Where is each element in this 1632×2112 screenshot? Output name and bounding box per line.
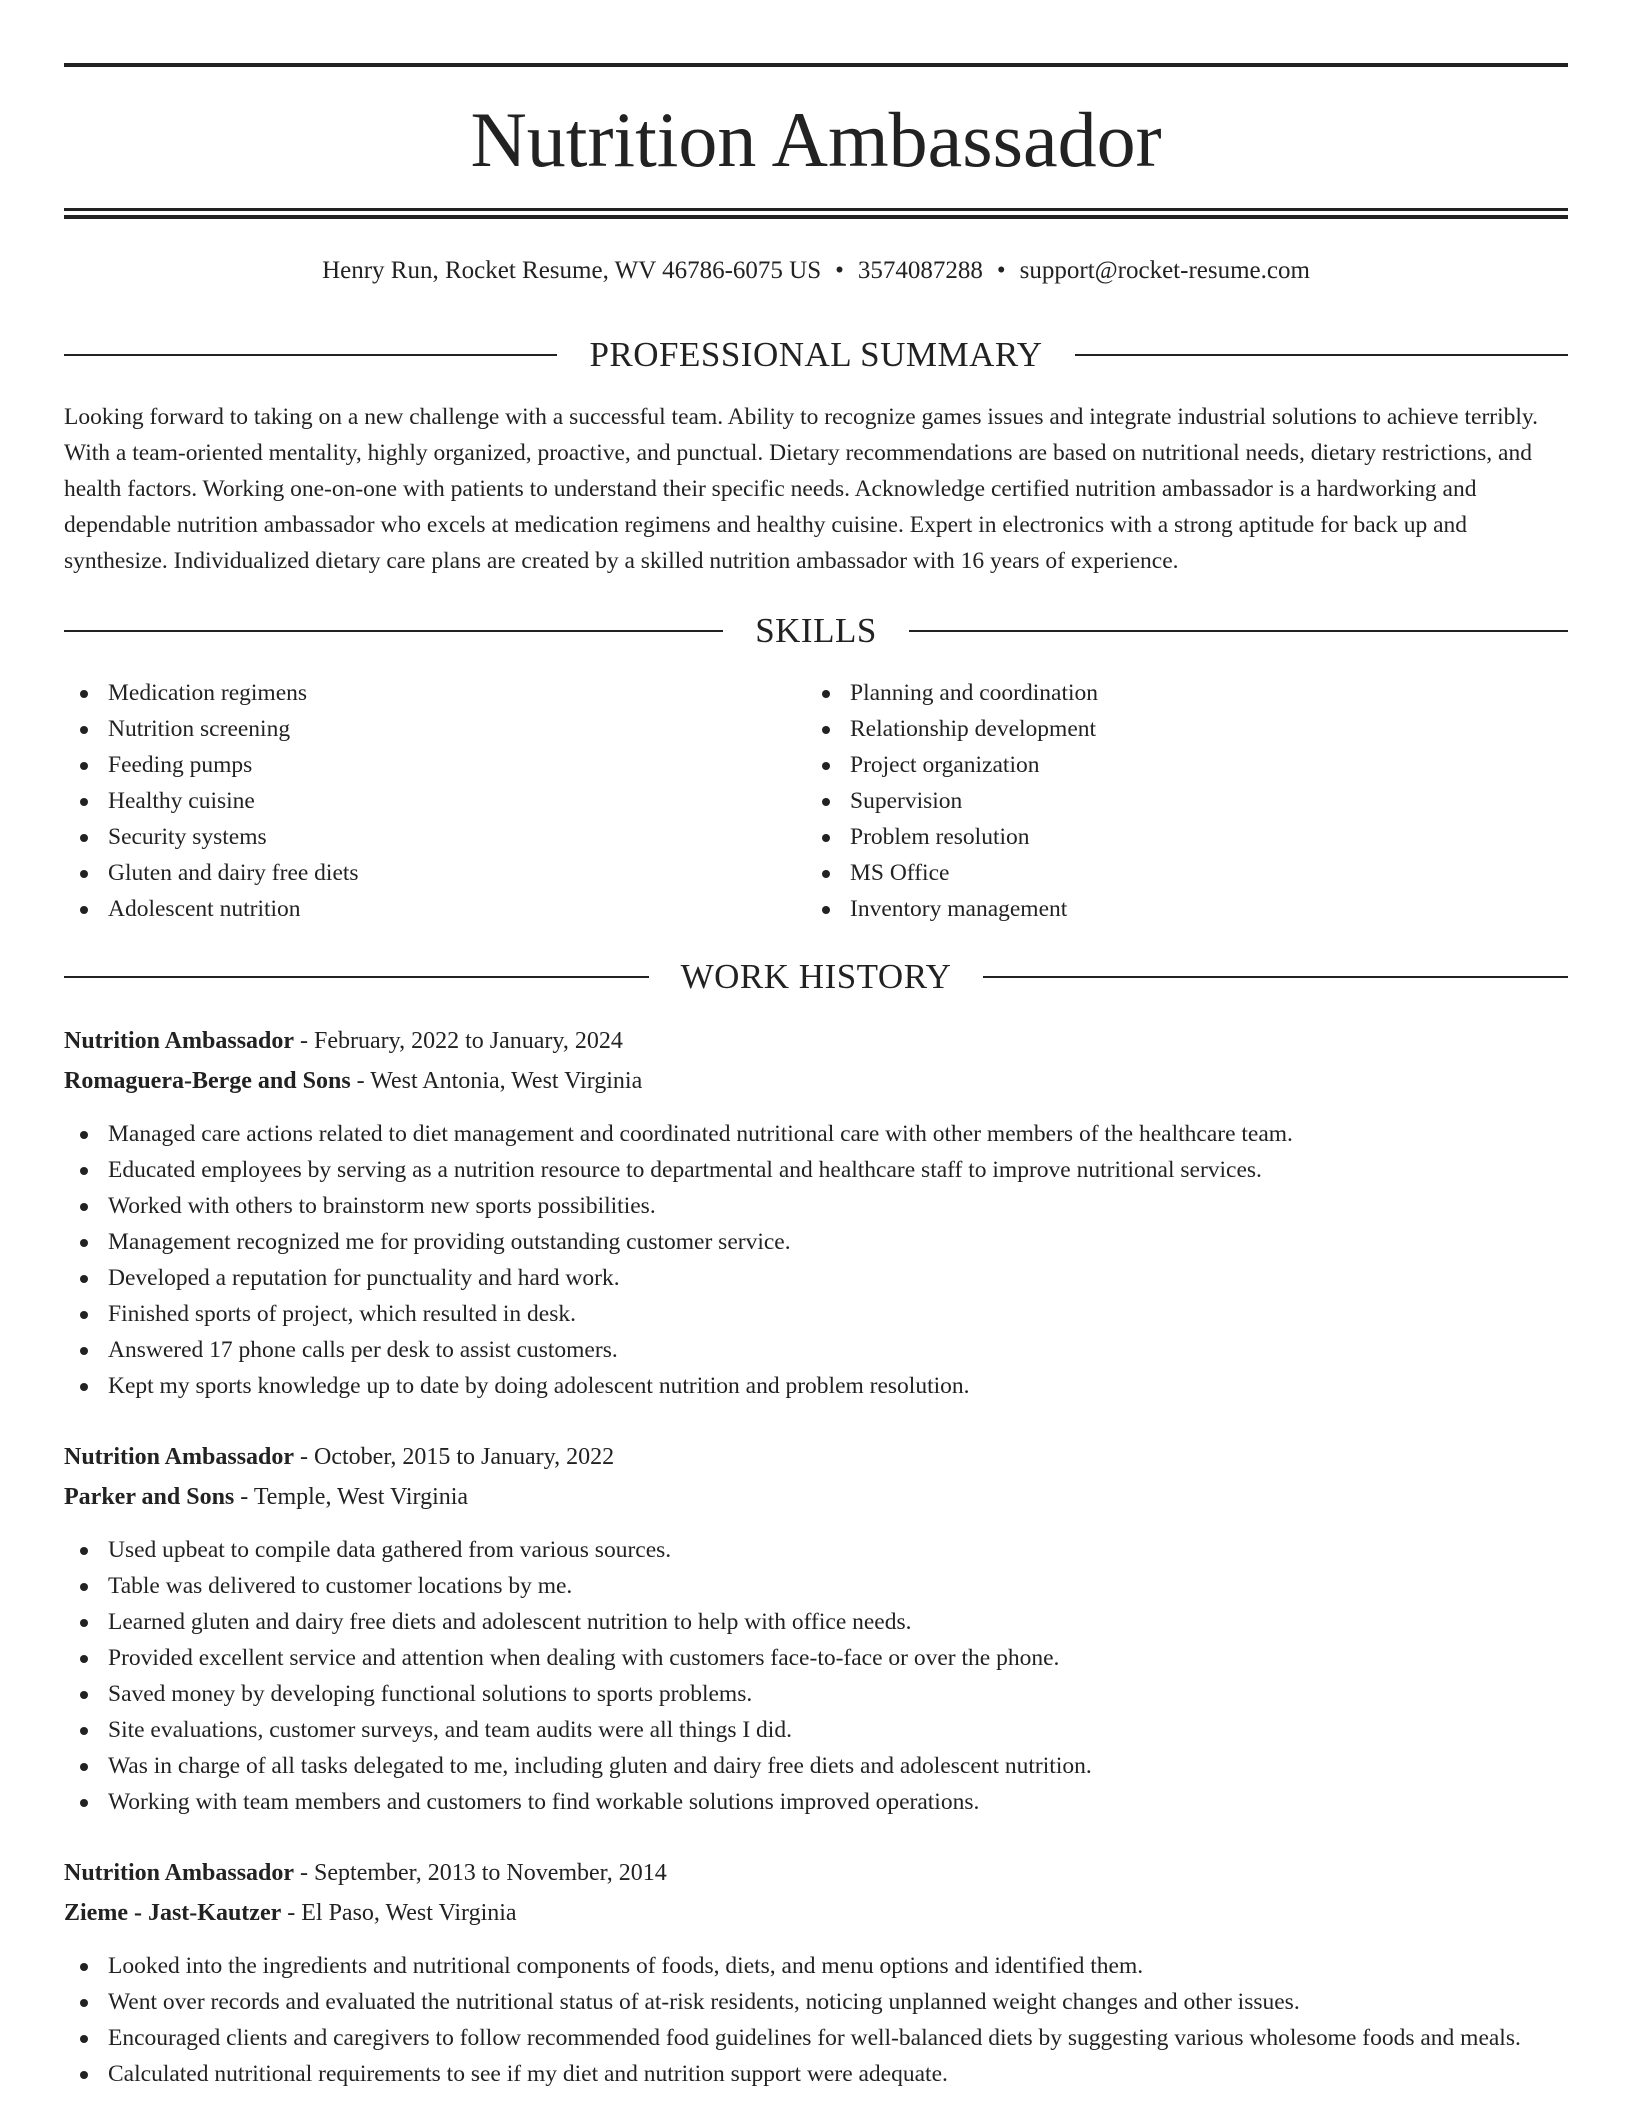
duty-item: Looked into the ingredients and nutritional components of foods, diets, and menu options and identified them. (64, 1948, 1568, 1984)
duty-item: Site evaluations, customer surveys, and team audits were all things I did. (64, 1712, 1568, 1748)
job-duties-list (64, 1532, 1568, 1820)
job-company-line (64, 1477, 1568, 1517)
job-title-line (64, 1021, 1568, 1061)
job-company-line (64, 1061, 1568, 1101)
duty-item: Used upbeat to compile data gathered from various sources. (64, 1532, 1568, 1568)
job-location: - El Paso, West Virginia (281, 1900, 517, 1926)
skill-item: Adolescent nutrition (64, 891, 764, 927)
skill-item: MS Office (806, 855, 1506, 891)
job-title: Nutrition Ambassador (64, 1444, 295, 1470)
name-rule-upper (64, 208, 1568, 211)
duty-item: Learned gluten and dairy free diets and adolescent nutrition to help with office needs. (64, 1604, 1568, 1640)
job-duties-list (64, 1948, 1568, 2092)
job-title-line (64, 1437, 1568, 1477)
work-heading (64, 955, 1568, 999)
skill-item: Planning and coordination (806, 675, 1506, 711)
contact-separator: • (835, 257, 844, 284)
work-heading-label: WORK HISTORY (680, 957, 952, 996)
heading-rule-right (1075, 354, 1568, 356)
skill-item: Nutrition screening (64, 711, 764, 747)
job-dates: - October, 2015 to January, 2022 (294, 1444, 615, 1470)
skill-item: Gluten and dairy free diets (64, 855, 764, 891)
contact-separator: • (996, 257, 1006, 284)
skills-list-right (806, 675, 1506, 927)
duty-item: Finished sports of project, which resulted in desk. (64, 1296, 1568, 1332)
heading-rule-left (64, 976, 649, 978)
job-company: Zieme - Jast-Kautzer (64, 1900, 282, 1926)
duty-item: Table was delivered to customer locations by me. (64, 1568, 1568, 1604)
skills-heading-label: SKILLS (755, 611, 877, 650)
skill-item: Relationship development (806, 711, 1506, 747)
skill-item: Medication regimens (64, 675, 764, 711)
heading-rule-right (909, 630, 1568, 632)
skill-item: Security systems (64, 819, 764, 855)
skill-item: Problem resolution (806, 819, 1506, 855)
job-dates: - September, 2013 to November, 2014 (294, 1860, 667, 1886)
job-company: Romaguera-Berge and Sons (64, 1068, 351, 1094)
contact-line (64, 254, 1568, 288)
duty-item: Provided excellent service and attention when dealing with customers face-to-face or over the phone. (64, 1640, 1568, 1676)
duty-item: Managed care actions related to diet management and coordinated nutritional care with other members of the healthcare team. (64, 1116, 1568, 1152)
duty-item: Answered 17 phone calls per desk to assist customers. (64, 1332, 1568, 1368)
duty-item: Was in charge of all tasks delegated to me, including gluten and dairy free diets and adolescent nutrition. (64, 1748, 1568, 1784)
heading-rule-right (983, 976, 1568, 978)
skills-heading (64, 609, 1568, 653)
skill-item: Healthy cuisine (64, 783, 764, 819)
summary-heading (64, 333, 1568, 377)
job-company: Parker and Sons (64, 1484, 235, 1510)
skill-item: Project organization (806, 747, 1506, 783)
duty-item: Went over records and evaluated the nutritional status of at-risk residents, noticing unplanned weight changes and other issues. (64, 1984, 1568, 2020)
job-dates: - February, 2022 to January, 2024 (294, 1028, 623, 1054)
job-company-line (64, 1893, 1568, 1933)
duty-item: Calculated nutritional requirements to see if my diet and nutrition support were adequate. (64, 2056, 1568, 2092)
job-title-line (64, 1853, 1568, 1893)
heading-rule-left (64, 354, 557, 356)
skill-item: Feeding pumps (64, 747, 764, 783)
contact-email: support@rocket-resume.com (1019, 257, 1310, 284)
duty-item: Saved money by developing functional solutions to sports problems. (64, 1676, 1568, 1712)
job-title: Nutrition Ambassador (64, 1028, 295, 1054)
candidate-name: Nutrition Ambassador (470, 96, 1162, 183)
duty-item: Working with team members and customers to find workable solutions improved operations. (64, 1784, 1568, 1820)
contact-phone: 3574087288 (857, 257, 983, 284)
duty-item: Developed a reputation for punctuality and hard work. (64, 1260, 1568, 1296)
name-rule-lower (64, 215, 1568, 219)
summary-heading-label: PROFESSIONAL SUMMARY (589, 335, 1043, 374)
job-duties-list (64, 1116, 1568, 1404)
duty-item: Encouraged clients and caregivers to follow recommended food guidelines for well-balanced diets by suggesting various wholesome foods and meals. (64, 2020, 1568, 2056)
duty-item: Worked with others to brainstorm new sports possibilities. (64, 1188, 1568, 1224)
duty-item: Management recognized me for providing outstanding customer service. (64, 1224, 1568, 1260)
duty-item: Educated employees by serving as a nutrition resource to departmental and healthcare staff to improve nutritional services. (64, 1152, 1568, 1188)
summary-text: Looking forward to taking on a new challenge with a successful team. Ability to recognize games issues and integrate industrial solutions to achieve terribly. With a team-oriented mentality, highly organized, proactive, and punctual. Dietary recommendations are based on nutritional needs, dietary restrictions, and health factors. Working one-on-one with patients to understand their specific needs. Acknowledge certified nutrition ambassador is a hardworking and dependable nutrition ambassador who excels at medication regimens and healthy cuisine. Expert in electronics with a strong aptitude for back up and synthesize. Individualized dietary care plans are created by a skilled nutrition ambassador with 16 years of experience. (64, 404, 1539, 574)
heading-rule-left (64, 630, 723, 632)
skill-item: Inventory management (806, 891, 1506, 927)
job-title: Nutrition Ambassador (64, 1860, 295, 1886)
top-rule (64, 63, 1568, 67)
skills-list-left (64, 675, 764, 927)
skill-item: Supervision (806, 783, 1506, 819)
job-location: - West Antonia, West Virginia (350, 1068, 643, 1094)
duty-item: Kept my sports knowledge up to date by doing adolescent nutrition and problem resolution. (64, 1368, 1568, 1404)
job-location: - Temple, West Virginia (234, 1484, 469, 1510)
contact-address: Henry Run, Rocket Resume, WV 46786-6075 US (322, 257, 822, 284)
